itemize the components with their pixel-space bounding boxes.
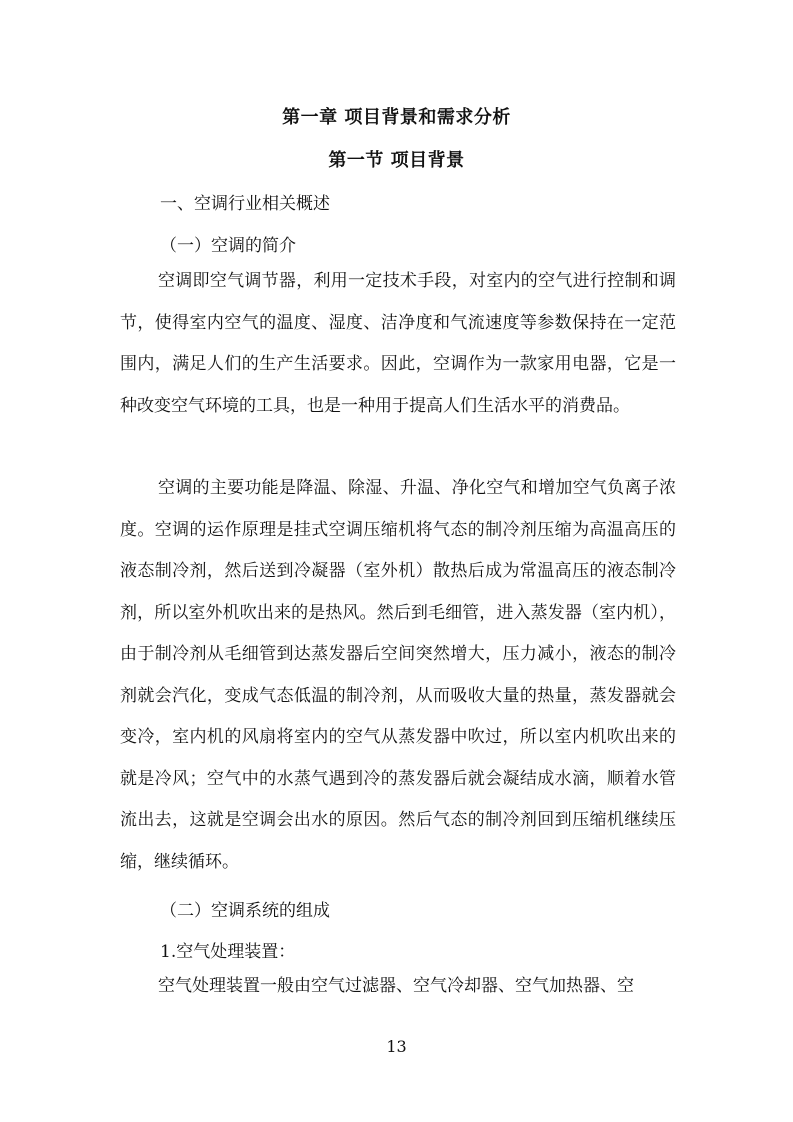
heading-air-handling-unit: 1.空气处理装置： [160, 942, 296, 962]
heading-ac-introduction: （一）空调的简介 [160, 236, 296, 256]
paragraph-ac-definition: 空调即空气调节器，利用一定技术手段，对室内的空气进行控制和调节，使得室内空气的温度、湿度、洁净度和气流速度等参数保持在一定范围内，满足人们的生产生活要求。因此，空调作为一款家用电器，它是一种改变空气环境的工具，也是一种用于提高人们生活水平的消费品。 [120, 271, 676, 416]
chapter-title: 第一章 项目背景和需求分析 [282, 107, 511, 128]
paragraph-air-handling-unit: 空气处理装置一般由空气过滤器、空气冷却器、空气加热器、空 [158, 976, 634, 996]
heading-ac-system-composition: （二）空调系统的组成 [160, 901, 330, 921]
page-number: 13 [386, 1037, 407, 1056]
section-title: 第一节 项目背景 [328, 150, 465, 171]
paragraph-ac-working-principle: 空调的主要功能是降温、除湿、升温、净化空气和增加空气负离子浓度。空调的运作原理是挂式空调压缩机将气态的制冷剂压缩为高温高压的液态制冷剂，然后送到冷凝器（室外机）散热后成为常温高压的液态制冷剂，所以室外机吹出来的是热风。然后到毛细管，进入蒸发器（室内机），由于制冷剂从毛细管到达蒸发器后空间突然增大，压力减小，液态的制冷剂就会汽化，变成气态低温的制冷剂，从而吸收大量的热量，蒸发器就会变冷，室内机的风扇将室内的空气从蒸发器中吹过，所以室内机吹出来的就是冷风；空气中的水蒸气遇到冷的蒸发器后就会凝结成水滴，顺着水管流出去，这就是空调会出水的原因。然后气态的制冷剂回到压缩机继续压缩，继续循环。 [120, 478, 676, 872]
heading-industry-overview: 一、空调行业相关概述 [160, 194, 330, 214]
